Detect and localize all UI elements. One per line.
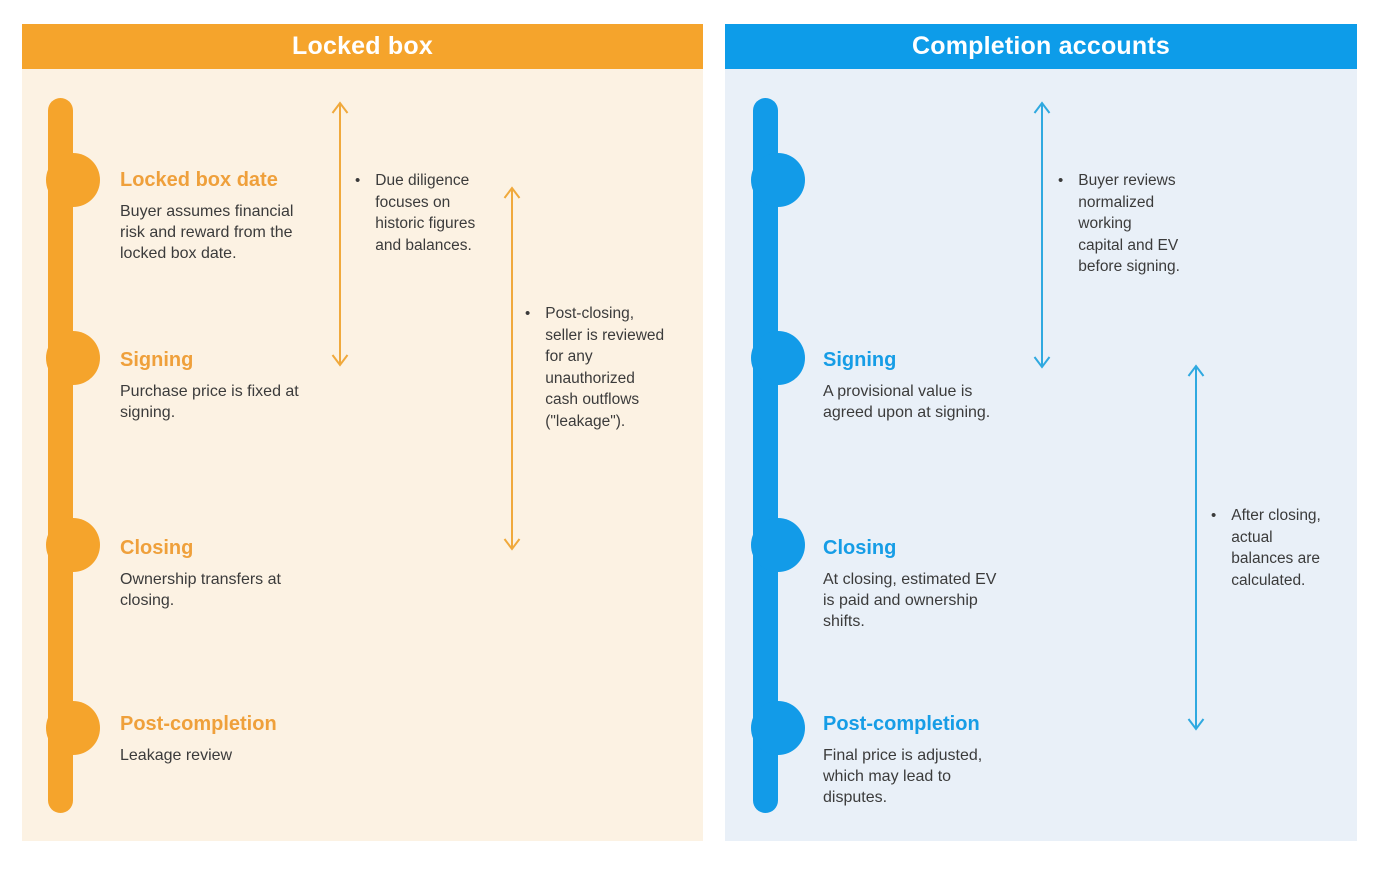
milestone-description: Buyer assumes financial risk and reward from the locked box date. <box>120 203 294 262</box>
milestone-title: Closing <box>120 537 194 559</box>
note-after-closing <box>1211 505 1346 591</box>
milestone-description: A provisional value is agreed upon at signing. <box>823 383 991 421</box>
double-arrow-icon <box>1185 363 1207 732</box>
milestone-title: Signing <box>120 349 194 371</box>
milestone-title: Closing <box>823 537 897 559</box>
panel-body <box>22 69 703 841</box>
note-text: Post-closing, seller is reviewed for any unauthorized cash outflows ("leakage"). <box>545 305 665 430</box>
milestone-unlabeled <box>823 168 1011 177</box>
milestone-locked-box-date <box>120 168 308 264</box>
milestone-post-completion <box>120 712 308 766</box>
milestone-signing <box>120 348 308 423</box>
bullet-icon: • <box>525 305 531 322</box>
milestone-signing <box>823 348 1011 423</box>
timeline-node <box>751 153 805 207</box>
locked-box-panel <box>22 24 703 841</box>
completion-accounts-panel <box>725 24 1357 841</box>
panel-title: Completion accounts <box>725 24 1357 69</box>
milestone-description: Leakage review <box>120 747 233 764</box>
panel-body <box>725 69 1357 841</box>
milestone-title: Post-completion <box>823 713 980 735</box>
note-buyer-reviews <box>1058 170 1193 278</box>
note-due-diligence <box>355 170 485 256</box>
double-arrow-icon <box>501 185 523 552</box>
note-text: Buyer reviews normalized working capital and EV before signing. <box>1078 172 1180 275</box>
timeline-node <box>751 331 805 385</box>
milestone-title: Signing <box>823 349 897 371</box>
timeline-node <box>46 331 100 385</box>
milestone-description: At closing, estimated EV is paid and ownership shifts. <box>823 571 997 630</box>
timeline-node <box>46 153 100 207</box>
note-text: Due diligence focuses on historic figures and balances. <box>375 172 476 254</box>
milestone-title: Post-completion <box>120 713 277 735</box>
panel-title: Locked box <box>22 24 703 69</box>
timeline-node <box>46 701 100 755</box>
bullet-icon: • <box>355 172 361 189</box>
milestone-post-completion <box>823 712 1011 808</box>
milestone-description: Purchase price is fixed at signing. <box>120 383 299 421</box>
timeline-node <box>46 518 100 572</box>
bullet-icon: • <box>1058 172 1064 189</box>
milestone-title: Locked box date <box>120 169 278 191</box>
timeline-node <box>751 701 805 755</box>
double-arrow-icon <box>329 100 351 368</box>
milestone-description: Final price is adjusted, which may lead to disputes. <box>823 747 983 806</box>
milestone-closing <box>120 536 308 611</box>
double-arrow-icon <box>1031 100 1053 370</box>
milestone-closing <box>823 536 1011 632</box>
milestone-description: Ownership transfers at closing. <box>120 571 281 609</box>
note-text: After closing, actual balances are calculated. <box>1231 507 1321 589</box>
bullet-icon: • <box>1211 507 1217 524</box>
timeline-node <box>751 518 805 572</box>
note-leakage-review <box>525 303 675 432</box>
